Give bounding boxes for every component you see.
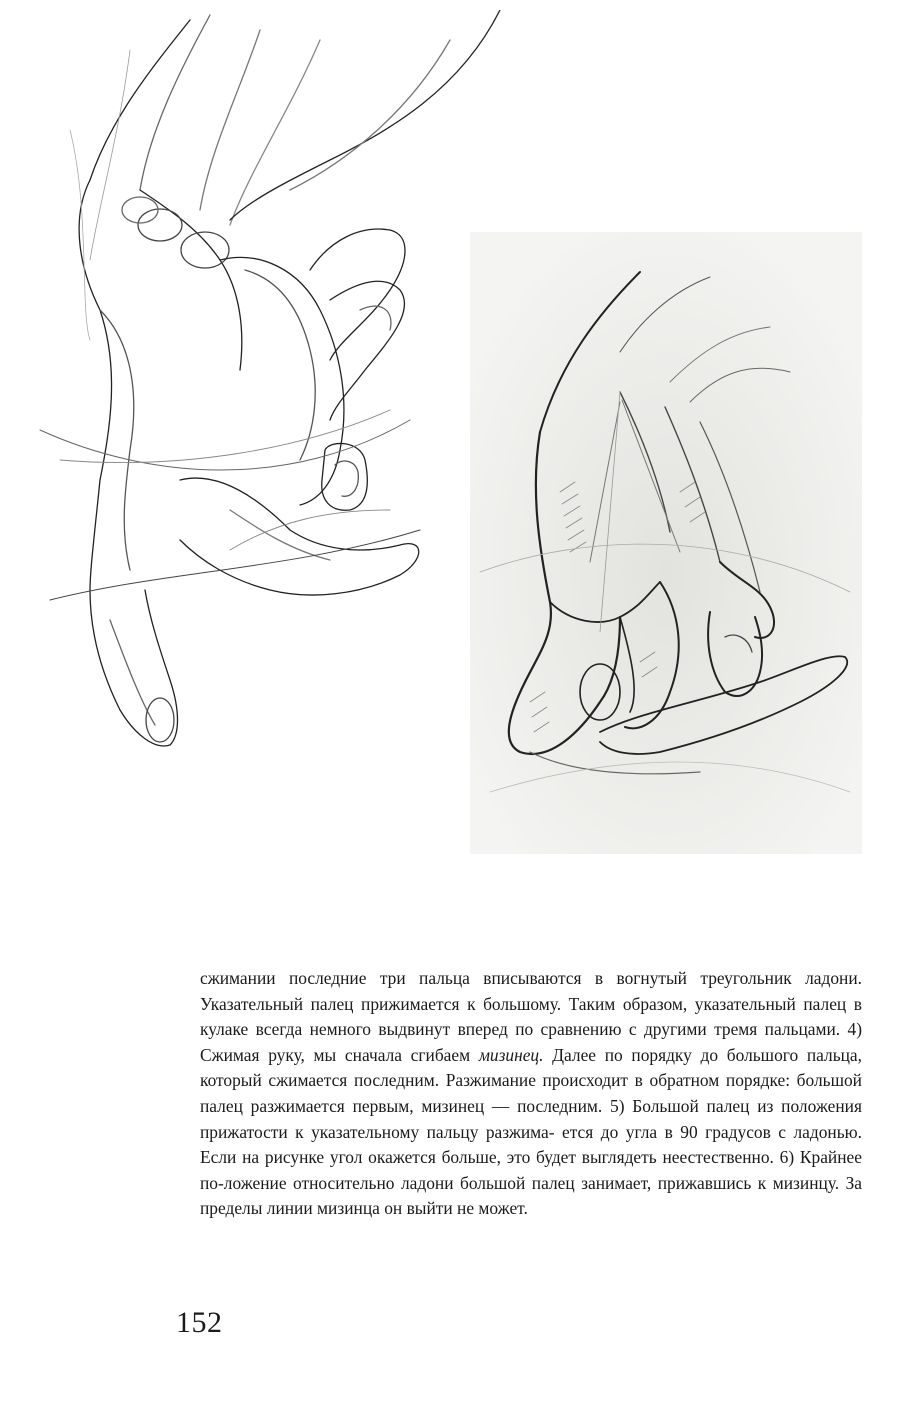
text-line-1: сжимании последние три пальца вписываются в вогнутый треугольник ладони. <box>200 968 862 988</box>
text-line-9: будет выглядеть неестественно. 6) Крайнее по-ложение относительно ладони <box>200 1147 862 1193</box>
body-text <box>200 966 862 1222</box>
shaded-hand-drawing-frame <box>470 232 862 854</box>
text-line-4: пальцами. 4) Сжимая руку, мы сначала сгибаем <box>200 1019 862 1065</box>
text-line-3: палец в кулаке всегда немного выдвинут вперед по сравнению с другими тремя <box>200 993 862 1040</box>
emphasis-word: мизинец. <box>478 1044 544 1065</box>
text-line-7: 5) Большой палец из положения прижатости к указательному пальцу разжима- <box>200 1095 862 1142</box>
text-line-5: большого пальца, который сжимается последним. Разжимание происходит в <box>200 1044 862 1091</box>
text-line-4-rest: Далее по порядку до <box>543 1044 719 1065</box>
page-number: 152 <box>176 1306 223 1339</box>
hand-construction-sketch <box>30 10 510 770</box>
text-line-11: выйти не может. <box>406 1198 528 1219</box>
text-line-6: обратном порядке: большой палец разжимается первым, мизинец — последним. <box>200 1070 862 1116</box>
text-line-10: большой палец занимает, прижавшись к мизинцу. За пределы линии мизинца он <box>200 1172 862 1219</box>
text-line-2: Указательный палец прижимается к большому. Таким образом, указательный <box>200 993 796 1014</box>
text-line-8: ется до угла в 90 градусов с ладонью. Если на рисунке угол окажется больше, это <box>200 1121 862 1168</box>
shaded-hand-drawing <box>470 232 862 854</box>
